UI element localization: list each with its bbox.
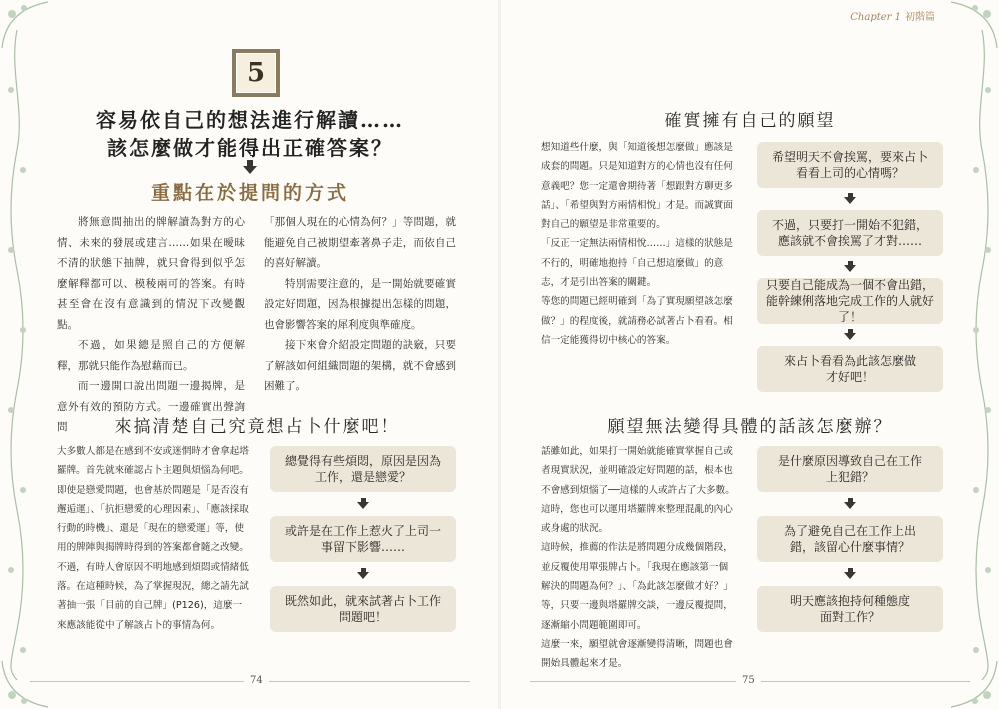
arrow-down-icon — [844, 572, 856, 579]
section-number-badge — [232, 49, 280, 97]
paragraph: 這麼一來，願望就會逐漸變得清晰，問題也會開始具體起來才是。 — [541, 638, 733, 670]
flow-box: 或許是在工作上惹火了上司一事留下影響…… — [270, 516, 456, 562]
paragraph: 不過，如果總是照自己的方便解釋，那就只能作為慰藉而已。 — [57, 339, 245, 372]
arrow-down-icon — [844, 502, 856, 509]
body-column-2 — [264, 212, 456, 397]
arrow-down-icon — [243, 166, 257, 174]
section-text — [541, 442, 737, 674]
paragraph: 大多數人都是在感到不安或迷惘時才會拿起塔羅牌。首先就來確認占卜主題與煩惱為何吧。 — [57, 446, 249, 477]
arrow-down-icon — [844, 265, 856, 272]
paragraph: 這時候，推薦的作法是將問題分成幾個階段，並反覆使用單張牌占卜。「我現在應該第一個解決的問題為何？」、「為此該怎麼做才好？」等，只要一邊與塔羅牌交談，一邊反覆提問，逐漸縮小問題範圍即可。 — [541, 542, 733, 631]
page-number: 74 — [244, 675, 269, 686]
arrow-down-icon — [844, 333, 856, 340]
section-title: 確實擁有自己的願望 — [664, 111, 836, 131]
flow-box: 不過，只要打一開始不犯錯，應該就不會挨罵了才對…… — [757, 210, 943, 256]
arrow-down-icon — [357, 572, 369, 579]
flow-chart-right-bottom — [757, 446, 943, 632]
main-title-line1: 容易依自己的想法進行解讀…… — [96, 108, 404, 132]
page-number: 75 — [736, 675, 761, 686]
paragraph: 接下來會介紹設定問題的訣竅，只要了解該如何組織問題的架構，就不會感到困難了。 — [264, 339, 456, 392]
flow-box: 總覺得有些煩悶，原因是因為工作，還是戀愛？ — [270, 446, 456, 492]
paragraph: 想知道些什麼，與「知道後想怎麼做」應該是成套的問題。只是知道對方的心情也沒有任何意義吧？您一定還會期待著「想跟對方聊更多話」、「希望與對方兩情相悅」才是。而誠實面對自己的願望是非常重要的。 — [541, 142, 733, 231]
body-column-1 — [57, 212, 245, 438]
flow-box: 是什麼原因導致自己在工作上犯錯？ — [757, 446, 943, 492]
main-title-line2: 該怎麼做才能得出正確答案？ — [107, 136, 393, 160]
flow-box: 希望明天不會挨罵，要來占卜看看上司的心情嗎？ — [757, 142, 943, 188]
flow-box: 明天應該抱持何種態度面對工作？ — [757, 586, 943, 632]
paragraph: 即使是戀愛問題，也會基於問題是「是否沒有邂逅運」、「抗拒戀愛的心理因素」、「應該採取行動的時機」、還是「現在的戀愛運」等，使用的牌陣與揭牌時得到的答案都會隨之改變。 — [57, 484, 249, 554]
subtitle: 重點在於提問的方式 — [150, 182, 349, 204]
running-header — [850, 8, 935, 23]
chapter-label: Chapter 1 — [850, 12, 901, 23]
flow-box: 既然如此，就來試著占卜工作問題吧！ — [270, 586, 456, 632]
paragraph: 「那個人現在的心情為何？」等問題，就能避免自己被期望牽著鼻子走，而依自己的喜好解讀。 — [264, 216, 456, 269]
flow-box: 來占卜看看為此該怎麼做才好吧！ — [757, 346, 943, 392]
section-text — [541, 138, 737, 350]
chapter-name: 初階篇 — [905, 12, 935, 23]
section-title: 願望無法變得具體的話該怎麼辦？ — [607, 417, 893, 437]
flow-box: 為了避免自己在工作上出錯，該留心什麼事情？ — [757, 516, 943, 562]
paragraph: 將無意間抽出的牌解讀為對方的心情、未來的發展或建言……如果在曖昧不清的狀態下抽牌，就只會得到似乎怎麼解釋都可以、模稜兩可的答案。有時甚至會在沒有意識到的情況下改變觀點。 — [57, 216, 245, 331]
flow-box: 只要自己能成為一個不會出錯，能幹練俐落地完成工作的人就好了！ — [757, 278, 943, 324]
arrow-down-icon — [357, 502, 369, 509]
section-title: 來搞清楚自己究竟想占卜什麼吧！ — [114, 417, 400, 437]
flow-chart-left — [270, 446, 456, 632]
paragraph: 特別需要注意的，是一開始就要確實設定好問題，因為根據提出怎樣的問題，也會影響答案的犀利度與準確度。 — [264, 277, 456, 331]
paragraph: 話雖如此，如果打一開始就能確實掌握自己或者現實狀況，並明確設定好問題的話，根本也不會感到煩惱了──這樣的人或許占了大多數。 — [541, 446, 735, 496]
flow-chart-right-top — [757, 142, 943, 392]
right-page — [500, 0, 999, 709]
paragraph: 而一邊開口說出問題一邊揭牌，是意外有效的預防方式。一邊確實出聲詢問 — [57, 380, 245, 433]
section-text — [57, 442, 251, 635]
paragraph: 等您的問題已經明確到「為了實現願望該怎麼做？」的程度後，就請務必試著占卜看看。相信一定能獲得切中核心的答案。 — [541, 296, 733, 346]
paragraph: 這時，您也可以運用塔羅牌來整理混亂的內心或身處的狀況。 — [541, 503, 733, 535]
section-number: 5 — [236, 53, 276, 93]
paragraph: 「反正一定無法兩情相悅……」這樣的狀態是不行的，明確地抱持「自己想這麼做」的意志，才是引出答案的關鍵。 — [541, 238, 733, 289]
arrow-down-icon — [844, 197, 856, 204]
paragraph: 不過，有時人會原因不明地感到煩悶或情緒低落。在這種時候，為了掌握現況，總之請先試著抽一張「目前的自己牌」(P126)，這麼一來應該能從中了解該占卜的事情為何。 — [57, 561, 249, 631]
